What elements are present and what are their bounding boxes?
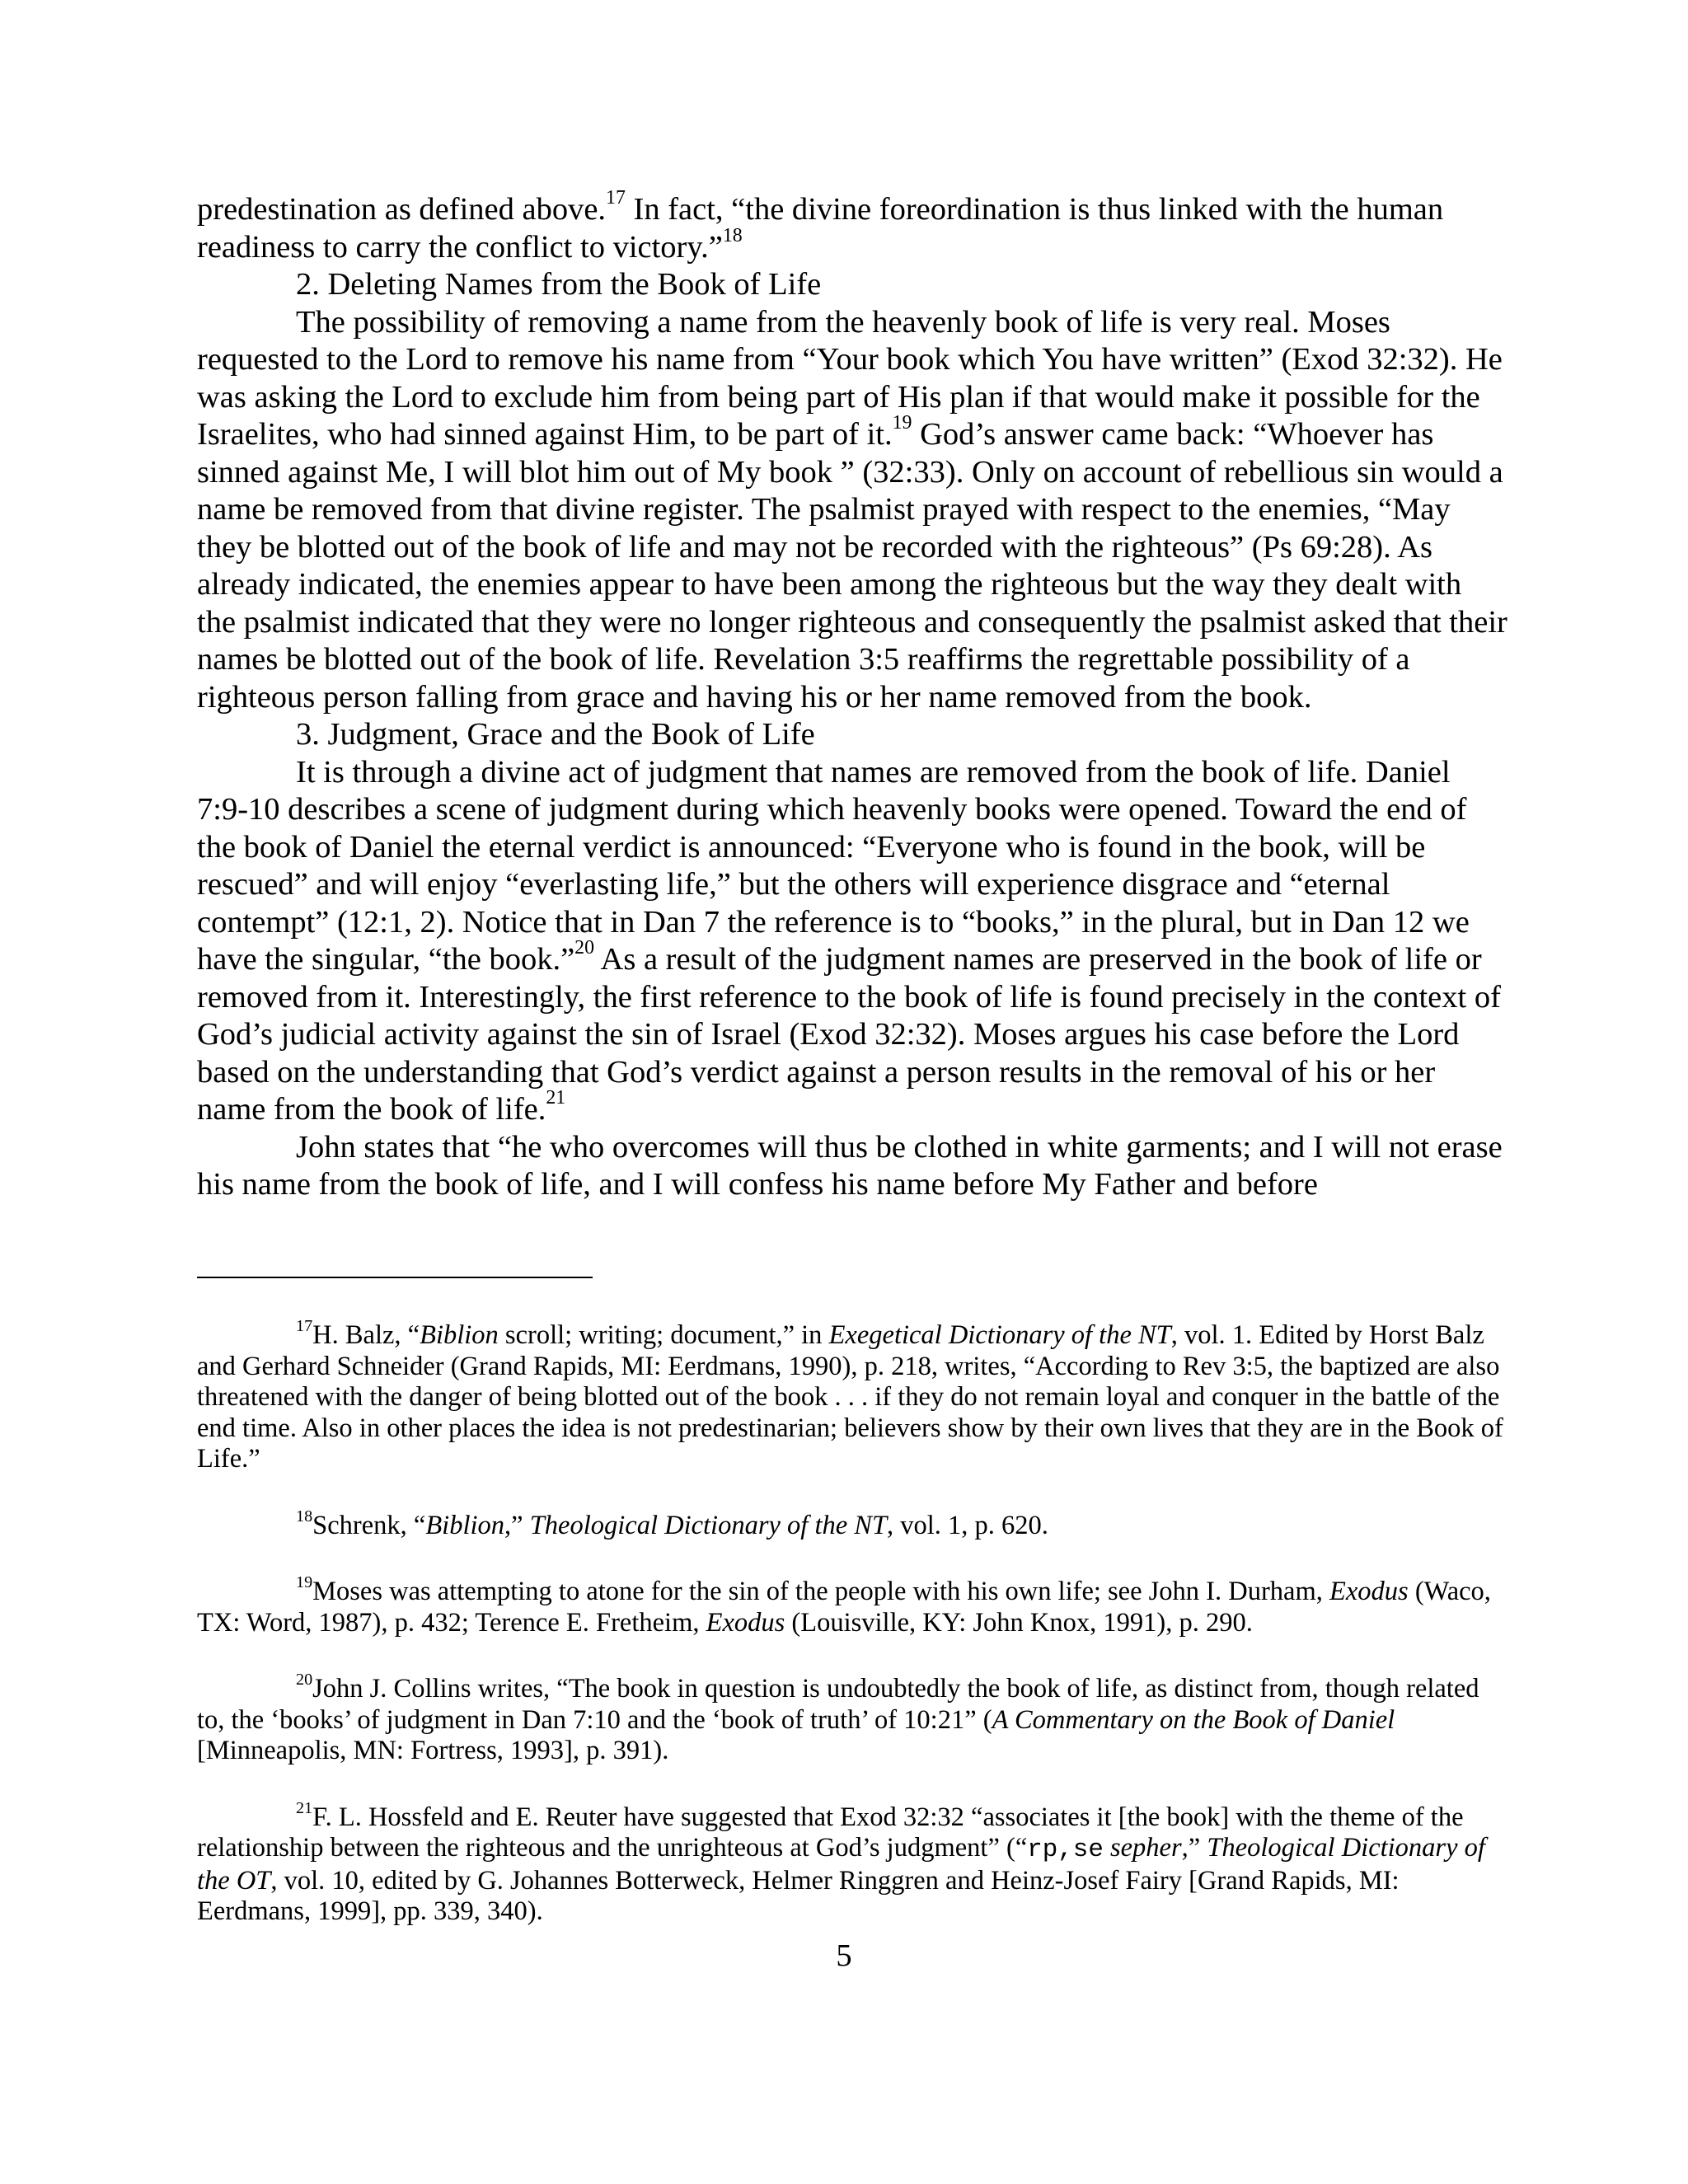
footnote-ref-21[interactable]: 21 [546,1086,566,1108]
footnote-19: $^{19}$Moses was attempting to atone for the sin of the people with his own life; see John I. Durham, Exodus (Waco, TX: Word, 1987), p. 432; Terence E. Fretheim, Exodus (Louisville, KY: John Knox, 1991), p. 290. [197,1572,1491,1638]
paragraph-judgment: It is through a divine act of judgment that names are removed from the book of life. Daniel 7:9-10 describes a scene of judgment during which heavenly books were opened. Toward the end of the book of Daniel the eternal verdict is announced: “Everyone who is found in the book, will be rescued” and will enjoy “everlasting life,” but the others will experience disgrace and “eternal contempt” (12:1, 2). Notice that in Dan 7 the reference is to “books,” in the plural, but in Dan 12 we have the singular, “the book.”$^{20}$ As a result of the judgment names are preserved in the book of life or removed from it. Interestingly, the first reference to the book of life is found precisely in the context of God’s judicial activity against the sin of Israel (Exod 32:32). Moses argues his case before the Lord based on the understanding that God’s verdict against a person results in the removal of his or her name from the book of life.$^{21}$ [197,754,1501,1127]
footnote-ref-20[interactable]: 20 [574,936,595,958]
footnote-17: $^{17}$H. Balz, “Biblion scroll; writing; document,” in Exegetical Dictionary of the NT, vol. 1. Edited by Horst Balz and Gerhard Schneider (Grand Rapids, MI: Eerdmans, 1990), p. 218, writes, “According to Rev 3:5, the baptized are also threatened with the danger of being blotted out of the book . . . if they do not remain loyal and conquer in the battle of the end time. Also in other places the idea is not predestinarian; believers show by their own lives that they are in the Book of Life.” [197,1316,1503,1474]
paragraph-predestination: predestination as defined above.$^{17}$ In fact, “the divine foreordination is thus linked with the human readiness to carry the conflict to victory.”$^{18}$ [197,186,1444,265]
footnote-ref-17[interactable]: 17 [606,186,626,209]
paragraph-john-states: John states that “he who overcomes will thus be clothed in white garments; and I will not erase his name from the book of life, and I will confess his name before My Father and before [197,1129,1503,1202]
footnotes [197,1316,1507,1963]
footnote-ref-18[interactable]: 18 [722,224,743,246]
footnote-21: $^{21}$F. L. Hossfeld and E. Reuter have suggested that Exod 32:32 “associates it [the book] with the theme of the relationship between the righteous and the unrighteous at God’s judgment” (“rp,se sepher,” Theological Dictionary of the OT, vol. 10, edited by G. Johannes Botterweck, Helmer Ringgren and Heinz-Josef Fairy [Grand Rapids, MI: Eerdmans, 1999], pp. 339, 340). [197,1798,1485,1926]
body-text [197,186,1507,1204]
paragraph-deleting-names: The possibility of removing a name from the heavenly book of life is very real. Moses requested to the Lord to remove his name from “Your book which You have written” (Exod 32:32). He was asking the Lord to exclude him from being part of His plan if that would make it possible for the Israelites, who had sinned against Him, to be part of it.$^{19}$ God’s answer came back: “Whoever has sinned against Me, I will blot him out of My book ” (32:33). Only on account of rebellious sin would a name be removed from that divine register. The psalmist prayed with respect to the enemies, “May they be blotted out of the book of life and may not be recorded with the righteous” (Ps 69:28). As already indicated, the enemies appear to have been among the righteous but the way they dealt with the psalmist indicated that they were no longer righteous and consequently the psalmist asked that their names be blotted out of the book of life. Revelation 3:5 reaffirms the regrettable possibility of a righteous person falling from grace and having his or her name removed from the book. [197,304,1507,715]
page-number: 5 [836,1938,852,1973]
section-heading-judgment-grace: 3. Judgment, Grace and the Book of Life [296,717,815,752]
section-heading-deleting-names: 2. Deleting Names from the Book of Life [296,267,822,302]
footnote-20: $^{20}$John J. Collins writes, “The book in question is undoubtedly the book of life, as distinct from, though related to, the ‘books’ of judgment in Dan 7:10 and the ‘book of truth’ of 10:21” (A Commentary on the Book of Daniel [Minneapolis, MN: Fortress, 1993], p. 391). [197,1670,1479,1765]
footnote-ref-19[interactable]: 19 [892,411,912,434]
footnote-separator [197,1277,593,1278]
footnote-18: $^{18}$Schrenk, “Biblion,” Theological Dictionary of the NT, vol. 1, p. 620. [296,1507,1048,1540]
